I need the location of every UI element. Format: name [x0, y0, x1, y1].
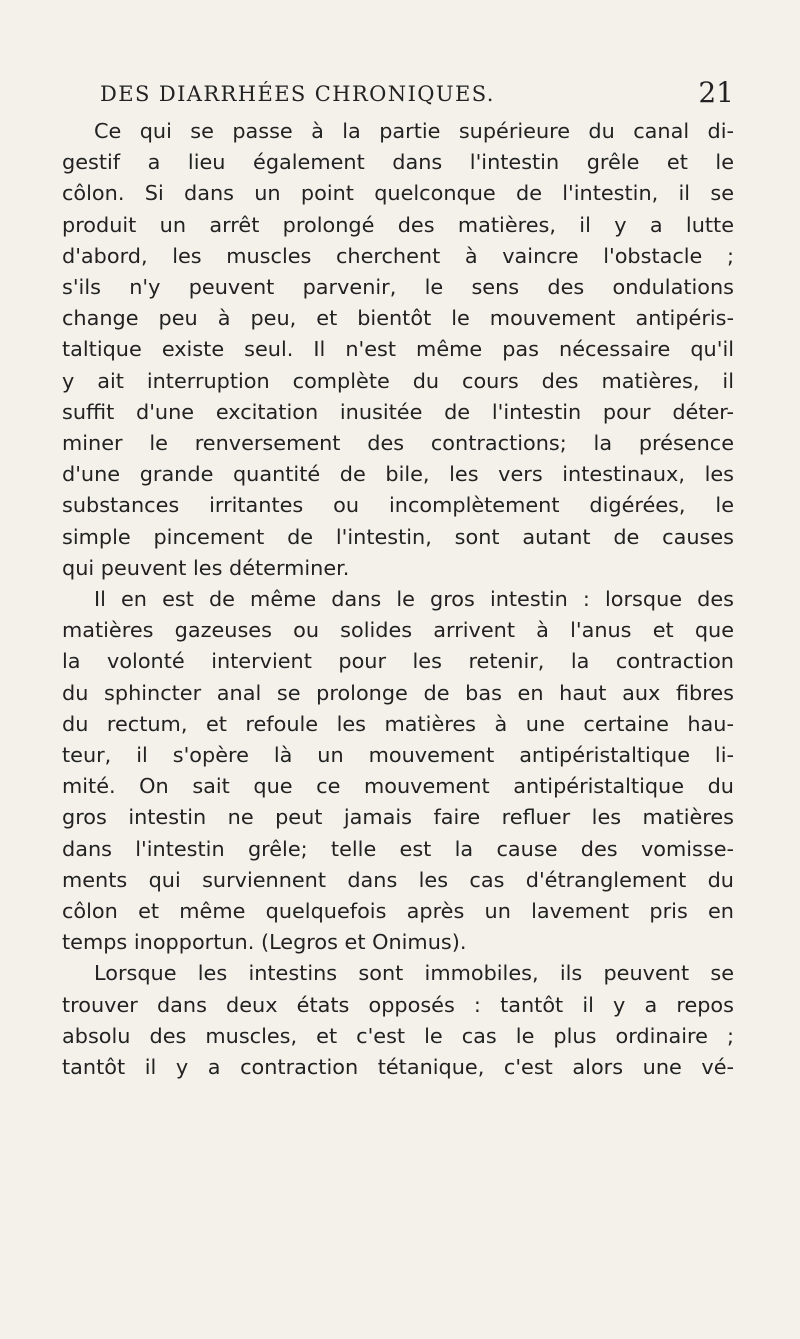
text-line: matières gazeuses ou solides arrivent à l'anus et que	[62, 618, 734, 643]
text-line: du sphincter anal se prolonge de bas en haut aux fibres	[62, 680, 734, 705]
text-line: change peu à peu, et bientôt le mouvement antipéris-	[62, 306, 734, 331]
text-line: côlon. Si dans un point quelconque de l'intestin, il se	[62, 181, 734, 206]
text-line: qui peuvent les déterminer.	[62, 555, 350, 580]
text-line: temps inopportun. (Legros et Onimus).	[62, 930, 467, 955]
text-line: substances irritantes ou incomplètement digérées, le	[62, 493, 734, 518]
text-line: absolu des muscles, et c'est le cas le plus ordinaire ;	[62, 1023, 734, 1048]
paragraph-3	[62, 958, 734, 1083]
text-line: mité. On sait que ce mouvement antipéristaltique du	[62, 774, 734, 799]
running-title: DES DIARRHÉES CHRONIQUES.	[100, 82, 495, 106]
text-line: d'une grande quantité de bile, les vers intestinaux, les	[62, 462, 734, 487]
text-line: Il en est de même dans le gros intestin : lorsque des	[94, 587, 734, 612]
text-line: Lorsque les intestins sont immobiles, ils peuvent se	[94, 961, 734, 986]
text-line: gestif a lieu également dans l'intestin grêle et le	[62, 150, 734, 175]
page-header	[62, 76, 734, 114]
text-line: miner le renversement des contractions; la présence	[62, 431, 734, 456]
text-line: côlon et même quelquefois après un lavement pris en	[62, 899, 734, 924]
text-line: ments qui surviennent dans les cas d'étranglement du	[62, 867, 734, 892]
text-line: la volonté intervient pour les retenir, la contraction	[62, 649, 734, 674]
text-line: suffit d'une excitation inusitée de l'intestin pour déter-	[62, 399, 734, 424]
text-line: taltique existe seul. Il n'est même pas nécessaire qu'il	[62, 337, 734, 362]
text-line: tantôt il y a contraction tétanique, c'est alors une vé-	[62, 1055, 734, 1080]
text-line: dans l'intestin grêle; telle est la cause des vomisse-	[62, 836, 734, 861]
text-line: y ait interruption complète du cours des matières, il	[62, 368, 734, 393]
text-line: trouver dans deux états opposés : tantôt il y a repos	[62, 992, 734, 1017]
text-line: gros intestin ne peut jamais faire refluer les matières	[62, 805, 734, 830]
paragraph-2	[62, 584, 734, 958]
text-line: produit un arrêt prolongé des matières, il y a lutte	[62, 212, 734, 237]
book-page	[62, 76, 734, 1083]
text-line: simple pincement de l'intestin, sont autant de causes	[62, 524, 734, 549]
text-line: d'abord, les muscles cherchent à vaincre l'obstacle ;	[62, 243, 734, 268]
text-line: du rectum, et refoule les matières à une certaine hau-	[62, 711, 734, 736]
paragraph-1	[62, 116, 734, 584]
page-number: 21	[698, 76, 734, 109]
text-line: teur, il s'opère là un mouvement antipéristaltique li-	[62, 743, 734, 768]
text-line: Ce qui se passe à la partie supérieure du canal di-	[94, 119, 734, 143]
text-line: s'ils n'y peuvent parvenir, le sens des ondulations	[62, 275, 734, 300]
